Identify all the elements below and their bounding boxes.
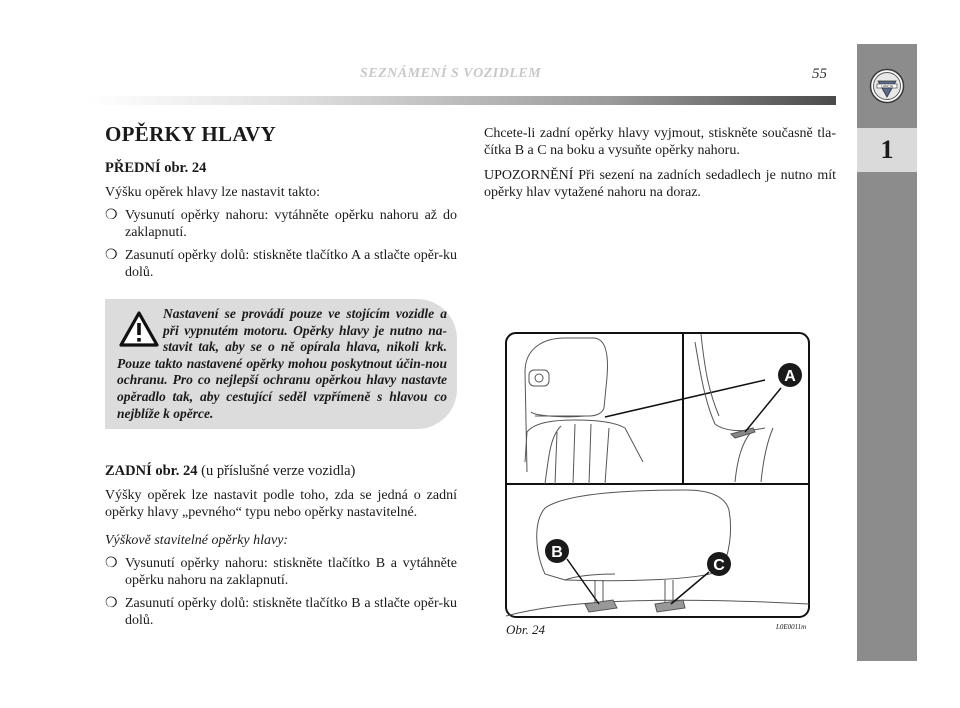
warning-text-content: Nastavení se provádí pouze ve stojícím vozidle a při vypnutém motoru. Opěrky hlavy je nutno na-stavit tak, aby se o ně opírala hlava, nikoli krk. Pouze takto nastavené opěrky mohou poskytnout účin-nou ochranu. Pro co nejlepší ochranu opěrkou hlavy nastavte opěradlo tak, aby cestující seděl vzpřímeně s hlavou co nejblíže k opěrce. xyxy=(117,306,447,421)
bullet-mark: ❍ xyxy=(105,208,118,223)
figure-caption: Obr. 24 xyxy=(506,622,546,637)
adjustable-heading: Výškově stavitelné opěrky hlavy: xyxy=(105,533,289,548)
list-item-text: Vysunutí opěrky nahoru: vytáhněte opěrku nahoru až do zaklapnutí. xyxy=(125,208,457,240)
rear-heading-note: (u příslušné verze vozidla) xyxy=(197,463,356,479)
list-item-text: Zasunutí opěrky dolů: stiskněte tlačítko B a stlačte opěr-ku dolů. xyxy=(125,596,457,628)
chapter-box xyxy=(857,128,917,172)
section-title: OPĚRKY HLAVY xyxy=(105,122,277,146)
running-head: SEZNÁMENÍ S VOZIDLEM xyxy=(360,66,542,81)
logo-box xyxy=(857,44,917,128)
figure-code: L0E0011m xyxy=(776,623,807,631)
callout-a-label: A xyxy=(784,368,796,385)
chapter-number: 1 xyxy=(880,135,894,164)
right-column xyxy=(484,125,836,207)
front-intro: Výšku opěrek hlavy lze nastavit takto: xyxy=(105,185,320,200)
bullet-mark: ❍ xyxy=(105,556,118,571)
removal-paragraph: Chcete-li zadní opěrky hlavy vyjmout, stiskněte současně tla-čítka B a C na boku a vysuňte opěrky nahoru. xyxy=(484,126,836,158)
left-column-rear xyxy=(105,463,457,635)
left-column xyxy=(105,122,457,287)
warning-note-paragraph: UPOZORNĚNÍ Při sezení na zadních sedadlech je nutno mít opěrky hlav vytažené nahoru na doraz. xyxy=(484,168,836,200)
lancia-logo-icon xyxy=(869,68,905,104)
header-rule xyxy=(88,96,836,105)
logo-text: LANCIA xyxy=(881,84,893,89)
chapter-side-tab xyxy=(857,44,917,661)
warning-text xyxy=(117,306,447,422)
list-item xyxy=(105,247,457,281)
front-heading: PŘEDNÍ obr. 24 xyxy=(105,160,207,176)
list-item-text: Vysunutí opěrky nahoru: stiskněte tlačítko B a vytáhněte opěrku nahoru na zaklapnutí. xyxy=(125,556,457,588)
rear-heading-bold: ZADNÍ obr. 24 xyxy=(105,463,198,479)
list-item-text: Zasunutí opěrky dolů: stiskněte tlačítko A a stlačte opěr-ku dolů. xyxy=(125,248,457,280)
list-item xyxy=(105,595,457,629)
headrest-figure xyxy=(505,332,810,618)
list-item xyxy=(105,207,457,241)
rear-intro: Výšky opěrek lze nastavit podle toho, zda se jedná o zadní opěrky hlavy „pevného“ typu nebo opěrky nastavitelné. xyxy=(105,488,457,520)
callout-c-label: C xyxy=(713,557,725,574)
page-number: 55 xyxy=(812,66,827,82)
callout-b-label: B xyxy=(551,544,563,561)
bullet-mark: ❍ xyxy=(105,596,118,611)
list-item xyxy=(105,555,457,589)
rear-heading xyxy=(105,463,457,480)
warning-box xyxy=(105,299,457,429)
bullet-mark: ❍ xyxy=(105,248,118,263)
